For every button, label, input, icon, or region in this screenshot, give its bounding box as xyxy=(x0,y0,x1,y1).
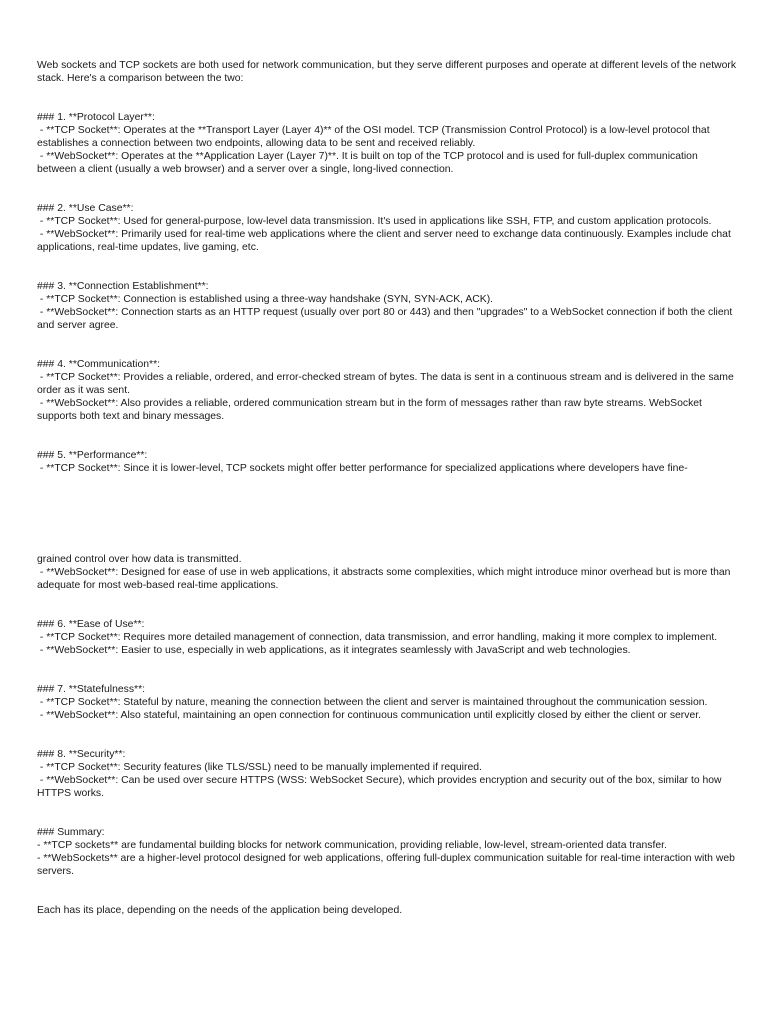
section-line: - **WebSocket**: Connection starts as an HTTP request (usually over port 80 or 443) and then "upgrades" to a WebSocket connection if both the client and server agree. xyxy=(37,307,736,331)
section-line: grained control over how data is transmitted. xyxy=(37,554,242,565)
section-line: - **WebSocket**: Easier to use, especially in web applications, as it integrates seamlessly with JavaScript and web technologies. xyxy=(37,645,631,656)
section-statefulness xyxy=(37,683,737,722)
section-line: - **WebSocket**: Also provides a reliable, ordered communication stream but in the form of messages rather than raw byte streams. WebSocket supports both text and binary messages. xyxy=(37,398,705,422)
section-ease-of-use xyxy=(37,618,737,657)
section-line: - **WebSocket**: Can be used over secure HTTPS (WSS: WebSocket Secure), which provides encryption and security out of the box, similar to how HTTPS works. xyxy=(37,775,725,799)
section-line: - **WebSocket**: Also stateful, maintaining an open connection for continuous communication until explicitly closed by either the client or server. xyxy=(37,710,702,721)
section-heading: ### Summary: xyxy=(37,827,105,838)
section-heading: ### 8. **Security**: xyxy=(37,749,126,760)
section-heading: ### 1. **Protocol Layer**: xyxy=(37,112,155,123)
section-heading: ### 3. **Connection Establishment**: xyxy=(37,281,209,292)
section-heading: ### 7. **Statefulness**: xyxy=(37,684,146,695)
section-line: - **TCP Socket**: Requires more detailed management of connection, data transmission, and error handling, making it more complex to implement. xyxy=(37,632,718,643)
section-security xyxy=(37,748,737,800)
section-line: - **TCP Socket**: Used for general-purpose, low-level data transmission. It's used in applications like SSH, FTP, and custom application protocols. xyxy=(37,216,712,227)
section-heading: ### 4. **Communication**: xyxy=(37,359,161,370)
section-heading: ### 6. **Ease of Use**: xyxy=(37,619,145,630)
closing-paragraph: Each has its place, depending on the needs of the application being developed. xyxy=(37,905,403,916)
section-heading: ### 5. **Performance**: xyxy=(37,450,148,461)
section-line: - **TCP Socket**: Since it is lower-level, TCP sockets might offer better performance for specialized applications where developers have fine- xyxy=(37,463,688,474)
section-line: - **TCP Socket**: Provides a reliable, ordered, and error-checked stream of bytes. The data is sent in a continuous stream and is delivered in the same order as it was sent. xyxy=(37,372,737,396)
section-line: - **WebSockets** are a higher-level protocol designed for web applications, offering full-duplex communication suitable for real-time interaction with web servers. xyxy=(37,853,738,877)
document-body xyxy=(37,59,737,917)
section-line: - **TCP Socket**: Security features (like TLS/SSL) need to be manually implemented if required. xyxy=(37,762,482,773)
section-communication xyxy=(37,358,737,423)
section-line: - **WebSocket**: Primarily used for real-time web applications where the client and server need to exchange data continuously. Examples include chat applications, real-time updates, live gaming, etc. xyxy=(37,229,734,253)
section-connection-establishment xyxy=(37,280,737,332)
intro-paragraph: Web sockets and TCP sockets are both used for network communication, but they serve different purposes and operate at different levels of the network stack. Here's a comparison between the two: xyxy=(37,60,737,84)
section-summary xyxy=(37,826,737,878)
section-line: - **WebSocket**: Operates at the **Application Layer (Layer 7)**. It is built on top of the TCP protocol and is used for full-duplex communication between a client (usually a web browser) and a server over a single, long-lived connection. xyxy=(37,151,701,175)
section-line: - **WebSocket**: Designed for ease of use in web applications, it abstracts some complexities, which might introduce minor overhead but is more than adequate for most web-based real-time applications. xyxy=(37,567,734,591)
section-line: - **TCP sockets** are fundamental building blocks for network communication, providing reliable, low-level, stream-oriented data transfer. xyxy=(37,840,667,851)
section-heading: ### 2. **Use Case**: xyxy=(37,203,134,214)
section-line: - **TCP Socket**: Operates at the **Transport Layer (Layer 4)** of the OSI model. TCP (Transmission Control Protocol) is a low-level protocol that establishes a connection between two endpoints, allowing data to be sent and received reliably. xyxy=(37,125,713,149)
section-protocol-layer xyxy=(37,111,737,176)
section-line: - **TCP Socket**: Connection is established using a three-way handshake (SYN, SYN-ACK, ACK). xyxy=(37,294,494,305)
section-line: - **TCP Socket**: Stateful by nature, meaning the connection between the client and server is maintained throughout the communication session. xyxy=(37,697,708,708)
section-performance-continued xyxy=(37,553,737,592)
section-performance xyxy=(37,449,737,475)
blank-gap xyxy=(37,475,737,553)
section-use-case xyxy=(37,202,737,254)
